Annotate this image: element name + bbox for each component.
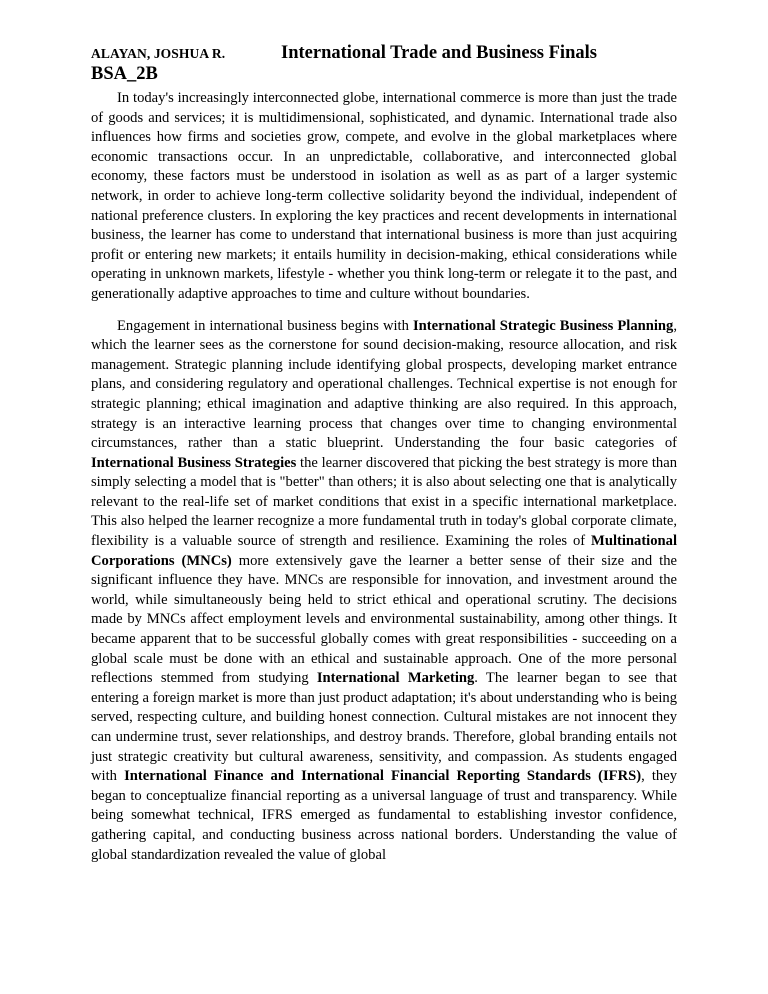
- bold-term: Multinational Corporations (MNCs): [91, 533, 677, 569]
- bold-term: International Finance and International Financial Reporting Standards (IFRS): [124, 768, 642, 785]
- text-run: Engagement in international business begins with: [117, 317, 413, 334]
- text-run: the learner discovered that picking the best strategy is more than simply selecting a model that is "better" than others; it is also about selecting one that is analytically relevant to the real-life set of market conditions that exist in a specific international marketplace. This also helped the learner recognize a more fundamental truth in today's global corporate climate, flexibility is a valuable source of strength and resilience. Examining the roles of: [91, 454, 677, 550]
- text-run: In today's increasingly interconnected globe, international commerce is more than just the trade of goods and services; it is multidimensional, sophisticated, and dynamic. International trade also influences how firms and societies grow, compete, and evolve in the global marketplaces where economic transactions occur. In an unpredictable, collaborative, and interconnected global economy, these factors must be understood in isolation as well as as part of a larger systemic network, in order to achieve long-term collective solidarity beyond the individual, independent of national preference clusters. In exploring the key practices and recent developments in international business, the learner has come to understand that international business is more than just acquiring profit or entering new markets; it entails humility in decision-making, ethical considerations while operating in unknown markets, lifestyle - whether you think long-term or relegate it to the past, and generationally adaptive approaches to time and culture without boundaries.: [91, 90, 677, 302]
- text-run: , they began to conceptualize financial reporting as a universal language of trust and transparency. While being somewhat technical, IFRS emerged as fundamental to establishing investor confidence, gathering capital, and conducting business across national borders. Understanding the value of global standardization revealed the value of global: [91, 768, 678, 863]
- paragraph-strategy: [91, 317, 677, 866]
- author-name: ALAYAN, JOSHUA R.: [91, 46, 226, 61]
- document-body: [91, 89, 677, 865]
- text-run: , which the learner sees as the cornerstone for sound decision-making, resource allocation, and risk management. Strategic planning include identifying global prospects, developing market entrance plans, and considering regulatory and operational challenges. Technical expertise is not enough for strategic planning; ethical imagination and adaptive thinking are also required. In this approach, strategy is an interactive learning process that changes over time to changing environmental circumstances, rather than a static blueprint. Understanding the four basic categories of: [91, 317, 677, 452]
- bold-term: International Marketing: [316, 670, 475, 687]
- text-run: more extensively gave the learner a better sense of their size and the significant influence they have. MNCs are responsible for innovation, and investment around the world, while simultaneously being held to strict ethical and operational scrutiny. The decisions made by MNCs affect employment levels and environmental sustainability, among other things. It became apparent that to be successful globally comes with great responsibilities - succeeding on a global scale must be done with an ethical and sustainable approach. One of the more personal reflections stemmed from studying: [91, 552, 677, 687]
- section-code: BSA_2B: [91, 64, 158, 84]
- bold-term: International Business Strategies: [91, 454, 297, 471]
- bold-term: International Strategic Business Planning: [412, 317, 674, 334]
- paragraph-intro: [91, 89, 677, 305]
- document-title: International Trade and Business Finals: [281, 43, 597, 63]
- text-run: . The learner began to see that entering a foreign market is more than just product adaptation; it's about understanding who is being served, respecting culture, and building honest connection. Cultural mistakes are not innocent they can undermine trust, sever relationships, and destroy brands. Therefore, global branding entails not just strategic creativity but cultural awareness, sensitivity, and compassion. As students engaged with: [91, 670, 678, 785]
